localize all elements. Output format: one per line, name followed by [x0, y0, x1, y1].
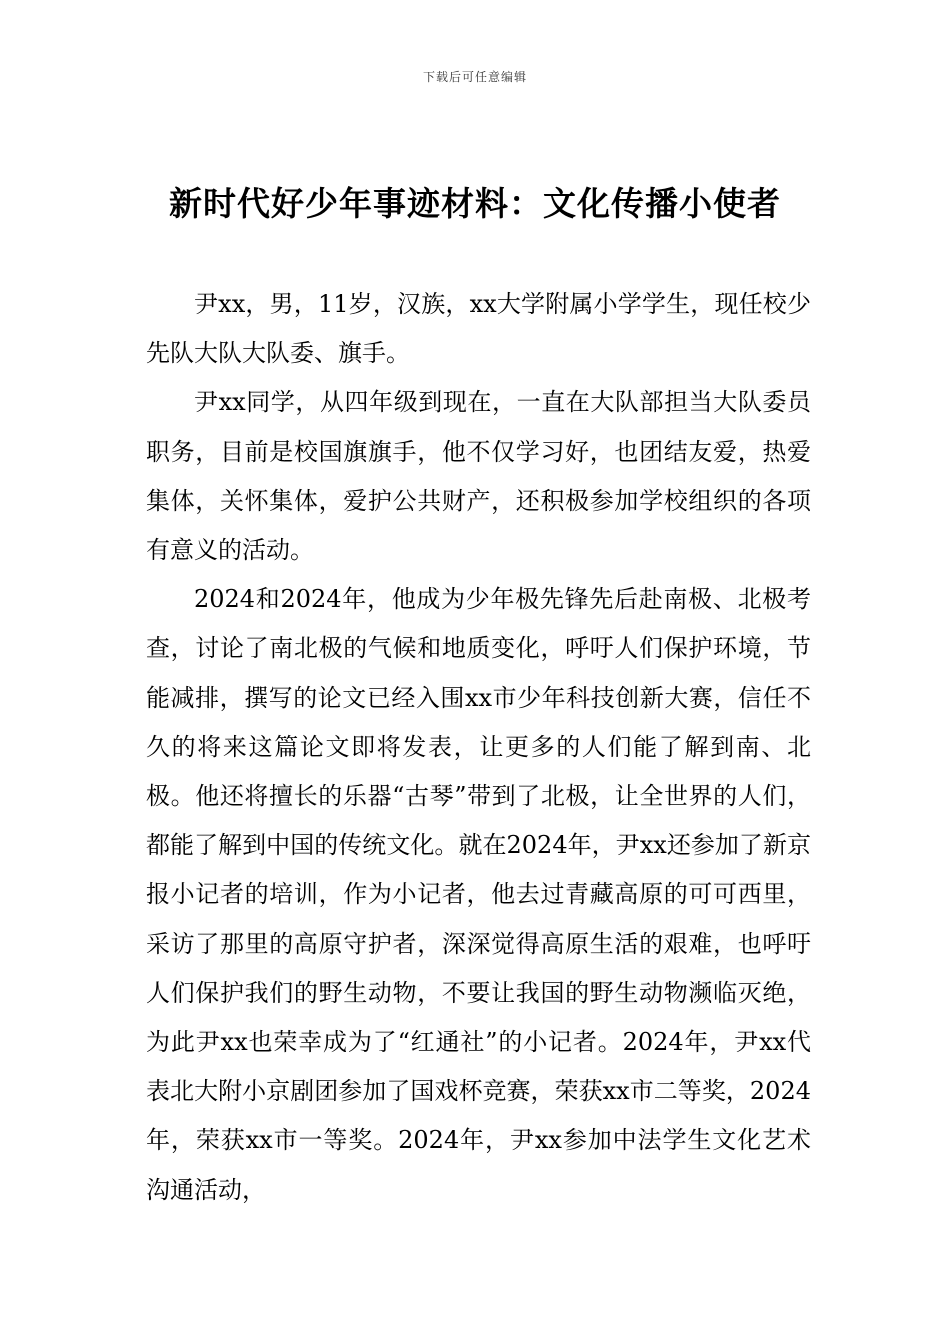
- document-title: 新时代好少年事迹材料：文化传播小使者: [169, 184, 781, 223]
- paragraph-achievements: 2024和2024年，他成为少年极先锋先后赴南极、北极考查，讨论了南北极的气候和地质变化，呼吁人们保护环境，节能减排，撰写的论文已经入围xx市少年科技创新大赛，信任不久的将来这篇论文即将发表，让更多的人们能了解到南、北极。他还将擅长的乐器“古琴”带到了北极，让全世界的人们，都能了解到中国的传统文化。就在2024年，尹xx还参加了新京报小记者的培训，作为小记者，他去过青藏高原的可可西里，采访了那里的高原守护者，深深觉得高原生活的艰难，也呼吁人们保护我们的野生动物，不要让我国的野生动物濒临灭绝，为此尹xx也荣幸成为了“红通社”的小记者。2024年，尹xx代表北大附小京剧团参加了国戏杯竞赛，荣获xx市二等奖，2024年，荣获xx市一等奖。2024年，尹xx参加中法学生文化艺术沟通活动，: [146, 585, 811, 1204]
- paragraph-intro: 尹xx，男，11岁，汉族，xx大学附属小学学生，现任校少先队大队大队委、旗手。: [146, 290, 811, 368]
- document-body: [146, 280, 811, 1215]
- paragraph-duties: 尹xx同学，从四年级到现在，一直在大队部担当大队委员职务，目前是校国旗旗手，他不仅学习好，也团结友爱，热爱集体，关怀集体，爱护公共财产，还积极参加学校组织的各项有意义的活动。: [146, 388, 811, 565]
- header-note: 下载后可任意编辑: [422, 70, 527, 84]
